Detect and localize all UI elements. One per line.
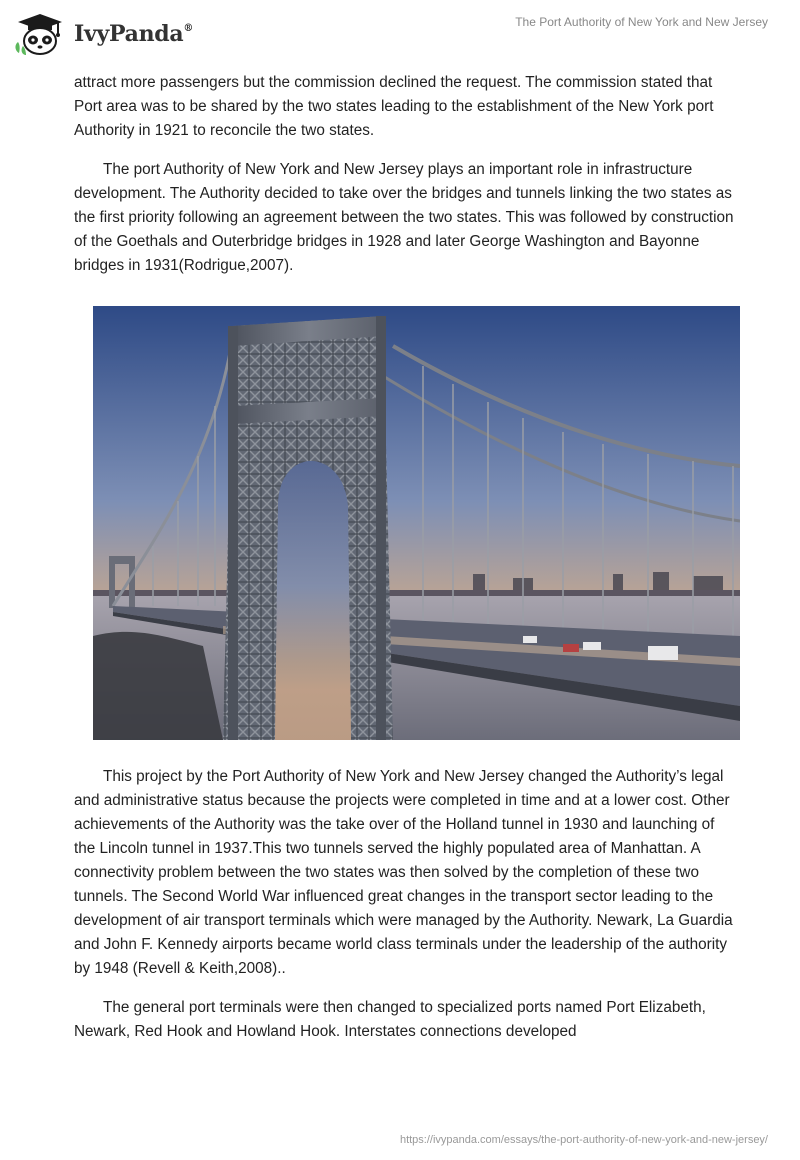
essay-body-bottom — [74, 765, 734, 1059]
source-url[interactable]: https://ivypanda.com/essays/the-port-authority-of-new-york-and-new-jersey/ — [399, 1134, 768, 1146]
ivypanda-logo[interactable] — [14, 8, 193, 60]
page-header — [0, 0, 800, 70]
paragraph: This project by the Port Authority of New York and New Jersey changed the Authority’s legal and administrative status because the projects were completed in time and at a lower cost. Other achievements of the Authority was the take over of the Holland tunnel in 1930 and launching of the Lincoln tunnel in 1937.This two tunnels served the highly populated area of Manhattan. A connectivity problem between the two states was then solved by the completion of these two tunnels. The Second World War influenced great changes in the transport sector leading to the development of air transport terminals which were managed by the Authority. Newark, La Guardia and John F. Kennedy airports became world class terminals under the leadership of the authority by 1948 (Revell & Keith,2008).. — [74, 768, 733, 977]
paragraph: The port Authority of New York and New Jersey plays an important role in infrastructure development. The Authority decided to take over the bridges and tunnels linking the two states as the first priority following an agreement between the two states. This was followed by construction of the Goethals and Outerbridge bridges in 1928 and later George Washington and Bayonne bridges in 1931(Rodrigue,2007). — [74, 161, 734, 274]
george-washington-bridge-photo — [93, 306, 740, 740]
paragraph: attract more passengers but the commission declined the request. The commission stated that Port area was to be shared by the two states leading to the establishment of the New York port Authority in 1921 to reconcile the two states. — [74, 74, 714, 139]
essay-body-top — [74, 71, 734, 293]
document-title: The Port Authority of New York and New Jersey — [515, 15, 768, 29]
paragraph: The general port terminals were then changed to specialized ports named Port Elizabeth, Newark, Red Hook and Howland Hook. Interstates connections developed — [74, 999, 706, 1040]
brand-name: IvyPanda® — [74, 21, 194, 47]
panda-graduate-icon — [14, 12, 66, 56]
